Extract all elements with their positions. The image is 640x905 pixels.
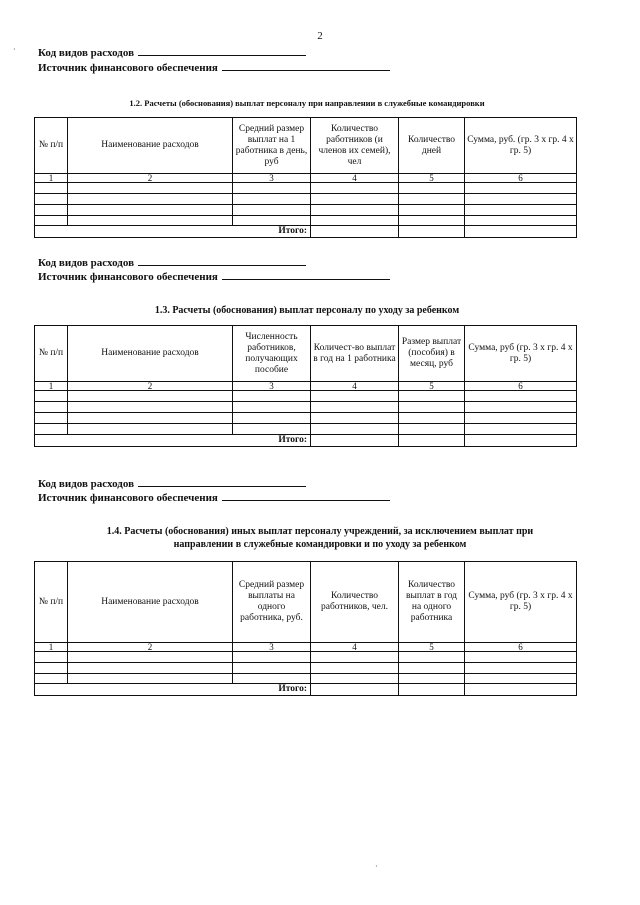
header-cell: Количество выплат в год на одного работника: [399, 562, 465, 643]
table-cell[interactable]: [399, 391, 465, 402]
table-row: [35, 391, 577, 402]
table-cell[interactable]: [233, 183, 311, 194]
source-field-3: [38, 491, 390, 504]
table-cell[interactable]: [35, 205, 68, 216]
table-cell[interactable]: [233, 391, 311, 402]
kvr-field-2: [38, 256, 306, 269]
header-cell: Сумма, руб. (гр. 3 х гр. 4 х гр. 5): [465, 118, 577, 174]
header-cell: Сумма, руб (гр. 3 х гр. 4 х гр. 5): [465, 326, 577, 382]
kvr-field-3: [38, 477, 306, 490]
table-cell[interactable]: [68, 652, 233, 663]
column-number-row: [35, 174, 577, 183]
header-cell: № п/п: [35, 562, 68, 643]
table-cell[interactable]: [465, 402, 577, 413]
total-cell[interactable]: [311, 226, 399, 238]
table-cell[interactable]: [233, 674, 311, 684]
column-number: 5: [399, 643, 465, 652]
table-cell[interactable]: [465, 205, 577, 216]
total-cell[interactable]: [399, 435, 465, 447]
section-1-2-title: 1.2. Расчеты (обоснования) выплат персоналу при направлении в служебные командировки: [129, 98, 485, 108]
table-cell[interactable]: [399, 205, 465, 216]
table-cell[interactable]: [311, 413, 399, 424]
total-row: [35, 226, 577, 238]
source-label: Источник финансового обеспечения: [38, 492, 218, 504]
table-cell[interactable]: [465, 674, 577, 684]
table-cell[interactable]: [399, 674, 465, 684]
page-number: 2: [317, 30, 323, 42]
scan-speck: ·: [375, 862, 378, 871]
table-cell[interactable]: [35, 194, 68, 205]
table-cell[interactable]: [311, 216, 399, 226]
table-cell[interactable]: [35, 391, 68, 402]
source-input-line[interactable]: [222, 270, 390, 280]
scan-speck: ·: [13, 45, 16, 54]
header-cell: Количество работников, чел.: [311, 562, 399, 643]
table-row: [35, 402, 577, 413]
table-cell[interactable]: [68, 424, 233, 435]
table-cell[interactable]: [311, 194, 399, 205]
total-label: Итого:: [35, 435, 311, 447]
table-cell[interactable]: [399, 652, 465, 663]
column-number: 4: [311, 382, 399, 391]
total-row: [35, 435, 577, 447]
table-cell[interactable]: [311, 391, 399, 402]
table-cell[interactable]: [35, 413, 68, 424]
table-cell[interactable]: [465, 216, 577, 226]
table-cell[interactable]: [35, 402, 68, 413]
total-label: Итого:: [35, 226, 311, 238]
total-cell[interactable]: [311, 435, 399, 447]
header-cell: Количество дней: [399, 118, 465, 174]
section-1-4-title: 1.4. Расчеты (обоснования) иных выплат персоналу учреждений, за исключением выплат при направлении в служебные командировки и по уходу за ребенком: [106, 526, 534, 550]
kvr-input-line[interactable]: [138, 256, 306, 266]
source-field-2: [38, 270, 390, 283]
table-cell[interactable]: [233, 205, 311, 216]
table-cell[interactable]: [399, 194, 465, 205]
column-number: 6: [465, 382, 577, 391]
table-row: [35, 652, 577, 663]
total-label: Итого:: [35, 684, 311, 696]
header-cell: Количество работников (и членов их семей), чел: [311, 118, 399, 174]
table-row: [35, 413, 577, 424]
header-cell: № п/п: [35, 118, 68, 174]
total-cell[interactable]: [311, 684, 399, 696]
table-cell[interactable]: [399, 402, 465, 413]
table-cell[interactable]: [35, 424, 68, 435]
column-number-row: [35, 382, 577, 391]
column-number: 4: [311, 174, 399, 183]
column-number: 2: [68, 382, 233, 391]
table-row: [35, 183, 577, 194]
header-cell: № п/п: [35, 326, 68, 382]
column-number: 3: [233, 643, 311, 652]
table-row: [35, 424, 577, 435]
total-cell[interactable]: [465, 684, 577, 696]
table-row: [35, 674, 577, 684]
source-label: Источник финансового обеспечения: [38, 271, 218, 283]
kvr-input-line[interactable]: [138, 46, 306, 56]
total-cell[interactable]: [399, 684, 465, 696]
column-number: 3: [233, 174, 311, 183]
table-cell[interactable]: [311, 652, 399, 663]
header-cell: Численность работников, получающих пособие: [233, 326, 311, 382]
header-cell: Количест-во выплат в год на 1 работника: [311, 326, 399, 382]
header-cell: Наименование расходов: [68, 118, 233, 174]
table-row: [35, 216, 577, 226]
table-cell[interactable]: [35, 674, 68, 684]
table-cell[interactable]: [311, 402, 399, 413]
table-1-3: [34, 325, 577, 447]
kvr-label: Код видов расходов: [38, 478, 135, 490]
header-cell: Наименование расходов: [68, 562, 233, 643]
header-row: [35, 562, 577, 643]
total-row: [35, 684, 577, 696]
table-cell[interactable]: [465, 424, 577, 435]
table-row: [35, 194, 577, 205]
table-cell[interactable]: [233, 663, 311, 674]
table-cell[interactable]: [68, 391, 233, 402]
column-number: 6: [465, 174, 577, 183]
column-number: 2: [68, 643, 233, 652]
total-cell[interactable]: [399, 226, 465, 238]
table-cell[interactable]: [68, 194, 233, 205]
header-row: [35, 118, 577, 174]
table-cell[interactable]: [311, 424, 399, 435]
header-cell: Наименование расходов: [68, 326, 233, 382]
table-row: [35, 205, 577, 216]
table-cell[interactable]: [399, 663, 465, 674]
table-cell[interactable]: [233, 216, 311, 226]
table-cell[interactable]: [311, 205, 399, 216]
table-cell[interactable]: [311, 183, 399, 194]
column-number: 1: [35, 382, 68, 391]
table-1-4: [34, 561, 577, 696]
table-cell[interactable]: [35, 652, 68, 663]
table-cell[interactable]: [233, 194, 311, 205]
kvr-label: Код видов расходов: [38, 47, 135, 59]
kvr-input-line[interactable]: [138, 477, 306, 487]
table-cell[interactable]: [68, 205, 233, 216]
table-cell[interactable]: [35, 663, 68, 674]
kvr-field-1: [38, 46, 306, 59]
source-field-1: [38, 61, 390, 74]
table-cell[interactable]: [233, 652, 311, 663]
column-number-row: [35, 643, 577, 652]
table-cell[interactable]: [68, 663, 233, 674]
header-cell: Средний размер выплат на 1 работника в день, руб: [233, 118, 311, 174]
header-cell: Сумма, руб (гр. 3 х гр. 4 х гр. 5): [465, 562, 577, 643]
table-cell[interactable]: [465, 652, 577, 663]
table-cell[interactable]: [399, 424, 465, 435]
table-cell[interactable]: [465, 663, 577, 674]
header-cell: Размер выплат (пособия) в месяц, руб: [399, 326, 465, 382]
table-cell[interactable]: [399, 413, 465, 424]
table-cell[interactable]: [233, 402, 311, 413]
table-cell[interactable]: [68, 402, 233, 413]
table-cell[interactable]: [68, 674, 233, 684]
table-cell[interactable]: [465, 183, 577, 194]
table-cell[interactable]: [399, 216, 465, 226]
section-1-3-title: 1.3. Расчеты (обоснования) выплат персоналу по уходу за ребенком: [154, 305, 460, 316]
table-cell[interactable]: [311, 663, 399, 674]
source-label: Источник финансового обеспечения: [38, 62, 218, 74]
table-cell[interactable]: [233, 424, 311, 435]
column-number: 3: [233, 382, 311, 391]
header-cell: Средний размер выплаты на одного работника, руб.: [233, 562, 311, 643]
table-row: [35, 663, 577, 674]
table-cell[interactable]: [465, 413, 577, 424]
total-cell[interactable]: [465, 435, 577, 447]
table-cell[interactable]: [68, 413, 233, 424]
source-input-line[interactable]: [222, 61, 390, 71]
table-1-2: [34, 117, 577, 238]
table-cell[interactable]: [465, 391, 577, 402]
header-row: [35, 326, 577, 382]
column-number: 5: [399, 382, 465, 391]
table-cell[interactable]: [35, 216, 68, 226]
table-cell[interactable]: [68, 216, 233, 226]
column-number: 5: [399, 174, 465, 183]
column-number: 6: [465, 643, 577, 652]
column-number: 1: [35, 643, 68, 652]
table-cell[interactable]: [233, 413, 311, 424]
table-cell[interactable]: [311, 674, 399, 684]
table-cell[interactable]: [399, 183, 465, 194]
column-number: 2: [68, 174, 233, 183]
kvr-label: Код видов расходов: [38, 257, 135, 269]
source-input-line[interactable]: [222, 491, 390, 501]
table-cell[interactable]: [35, 183, 68, 194]
column-number: 1: [35, 174, 68, 183]
total-cell[interactable]: [465, 226, 577, 238]
column-number: 4: [311, 643, 399, 652]
table-cell[interactable]: [68, 183, 233, 194]
table-cell[interactable]: [465, 194, 577, 205]
